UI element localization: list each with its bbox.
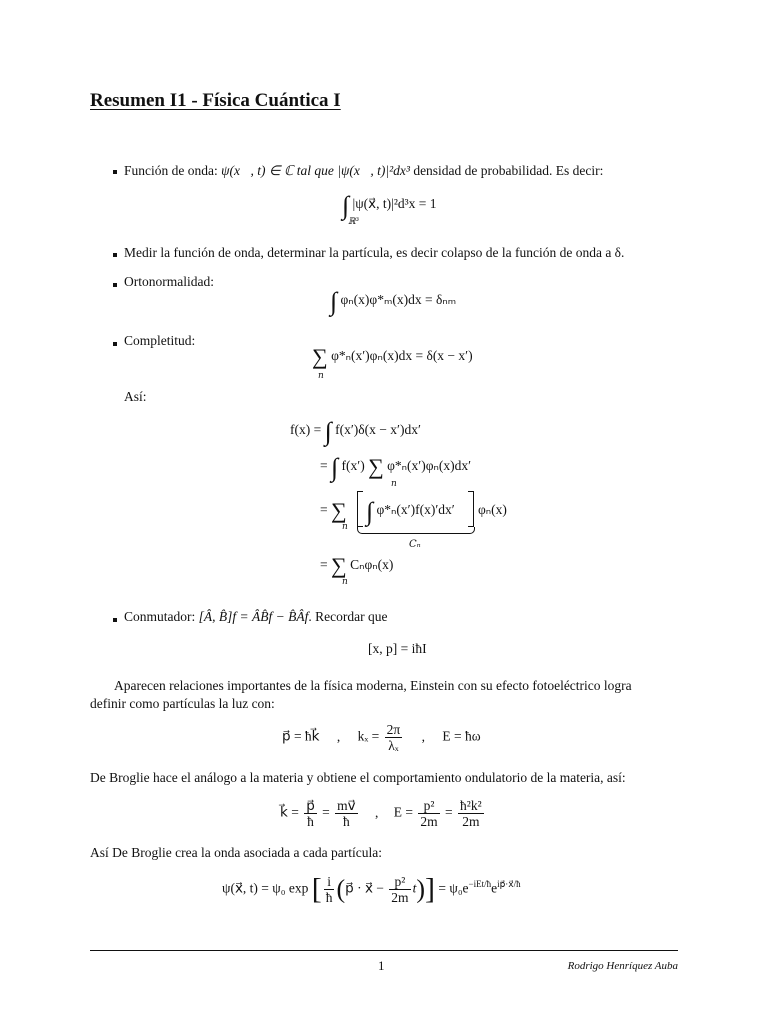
orthonormality-label: Ortonormalidad:	[124, 274, 214, 289]
fraction	[304, 798, 317, 829]
item-expr: ψ(x⃗, t) ∈ ℂ tal que |ψ(x⃗, t)|²dx³	[221, 163, 410, 178]
eq-text: φₙ(x)φ*ₘ(x)dx = δₙₘ	[340, 292, 457, 307]
numerator: i	[324, 874, 335, 890]
eq-text: |ψ(x⃗, t)|²d³x = 1	[352, 196, 437, 211]
eq-term: p⃗ · x⃗ −	[345, 880, 384, 896]
broglie-relations	[280, 798, 486, 829]
eq-term: k⃗ =	[280, 804, 299, 820]
eq-tail: φₙ(x)	[478, 502, 507, 517]
eq-lhs: ψ(x⃗, t) = ψ₀ exp	[222, 880, 309, 896]
bullet-marker	[113, 283, 117, 287]
eq-sign: =	[322, 804, 330, 820]
sum-index: n	[342, 577, 348, 587]
numerator: 2π	[386, 722, 401, 737]
eq-sign: =	[445, 804, 453, 820]
eq-sign: =	[320, 557, 328, 572]
wave-equation: ψ(x⃗, t) = ψ₀ exp [ $\frac{i}{ħ}$ (p⃗ · x⃗ − $\frac{\text{p²}}{2m}$ $t)] = \psi_0e^{-iEt/ħ}e^{ip⃗\cdot x⃗/ħ}$	[222, 872, 521, 906]
page-number: 1	[378, 958, 385, 973]
eq-term: t	[412, 880, 417, 896]
derivation-line-4: = ∑ Cₙφₙ(x)	[320, 553, 394, 578]
wavenumber-lhs: kₓ =	[357, 728, 380, 744]
bullet-marker	[113, 618, 117, 622]
sum-index: n	[342, 522, 348, 532]
completeness-equation: ∑ φ*ₙ(x′)φₙ(x)dx = δ(x − x′)	[312, 344, 473, 369]
numerator: ħ²k²	[460, 798, 482, 813]
underbrace	[357, 527, 475, 534]
sum-index: n	[318, 371, 324, 381]
eq-term: φ*ₙ(x′)f(x)′dx′	[376, 502, 455, 517]
eq-text: φ*ₙ(x′)φₙ(x)dx = δ(x − x′)	[331, 348, 473, 363]
footer-rule	[90, 950, 678, 951]
eq-term: E =	[393, 804, 414, 820]
eq-sign: =	[320, 502, 328, 517]
right-bracket	[468, 491, 474, 527]
integral-domain: ℝ³	[348, 217, 360, 227]
separator: ,	[421, 728, 425, 744]
bracket-content: ∫ φ*ₙ(x′)f(x)′dx′	[366, 497, 455, 526]
fraction	[335, 798, 358, 829]
item-label: Conmutador:	[124, 609, 199, 624]
bullet-marker	[113, 253, 117, 257]
numerator: p²	[418, 798, 439, 814]
eq-sign: =	[320, 458, 328, 473]
paragraph-einstein-cont: definir como partículas la luz con:	[90, 696, 275, 711]
orthonormality-equation: ∫ φₙ(x)φ*ₘ(x)dx = δₙₘ	[330, 287, 457, 316]
denominator: 2m	[420, 814, 438, 829]
fraction	[458, 798, 484, 829]
measurement-item: Medir la función de onda, determinar la partícula, es decir colapso de la función de onda a δ.	[124, 245, 625, 260]
sum-index: n	[391, 479, 397, 489]
bullet-marker	[113, 170, 117, 174]
item-tail: . Recordar que	[308, 609, 388, 624]
eq-term: e	[491, 880, 498, 896]
paragraph-einstein: Aparecen relaciones importantes de la física moderna, Einstein con su efecto fotoeléctrico logra	[114, 678, 632, 693]
derivation-line-1: f(x) = ∫ f(x′)δ(x − x′)dx′	[290, 417, 421, 446]
asi-label: Así:	[124, 389, 147, 404]
item-expr: [Â, B̂]f = ÂB̂f − B̂Âf	[198, 609, 309, 624]
normalization-equation: ∫ |ψ(x⃗, t)|²d³x = 1	[342, 191, 437, 220]
separator: ,	[336, 728, 341, 744]
numerator: mv⃗	[337, 798, 356, 813]
denominator: ħ	[307, 814, 314, 829]
exponent: −iEt/ħ	[468, 879, 492, 890]
wave-function-item	[124, 163, 603, 179]
eq-term: φ*ₙ(x′)φₙ(x)dx′	[387, 458, 472, 473]
eq-rhs: = ψ₀e	[438, 880, 469, 896]
energy-relation: E = ħω	[442, 728, 481, 744]
denominator: λₓ	[388, 738, 399, 753]
item-tail: densidad de probabilidad. Es decir:	[409, 163, 604, 178]
fraction	[324, 874, 335, 905]
page-title: Resumen I1 - Física Cuántica I	[90, 90, 341, 111]
bullet-marker	[113, 342, 117, 346]
exponent: ip⃗·x⃗/ħ	[497, 879, 521, 890]
paragraph-broglie: De Broglie hace el análogo a la materia y obtiene el comportamiento ondulatorio de la materia, así:	[90, 770, 626, 785]
footer-author: Rodrigo Henríquez Auba	[567, 960, 678, 972]
denominator: 2m	[391, 890, 409, 905]
momentum-relation: p⃗ = ħk⃗	[282, 728, 320, 744]
numerator: p⃗	[306, 798, 315, 813]
separator: ,	[375, 804, 379, 820]
fraction	[418, 798, 439, 829]
eq-rhs: f(x′)δ(x − x′)dx′	[335, 422, 421, 437]
derivation-line-2: = ∫ f(x′) ∑ φ*ₙ(x′)φₙ(x)dx′	[320, 453, 472, 482]
fraction	[385, 722, 403, 753]
denominator: 2m	[462, 814, 480, 829]
underbrace-label: Cₙ	[409, 539, 421, 550]
derivation-line-3: = ∑	[320, 498, 347, 523]
completeness-label: Completitud:	[124, 333, 196, 348]
eq-lhs: f(x) =	[290, 422, 322, 437]
item-label: Función de onda:	[124, 163, 222, 178]
einstein-relations	[282, 722, 481, 753]
left-bracket	[357, 491, 363, 527]
fraction	[389, 874, 410, 905]
paragraph-wave: Así De Broglie crea la onda asociada a cada partícula:	[90, 845, 382, 860]
numerator: p²	[389, 874, 410, 890]
eq-term: f(x′)	[341, 458, 365, 473]
denominator: ħ	[325, 890, 333, 905]
denominator: ħ	[343, 814, 350, 829]
commutator-item	[124, 609, 387, 625]
eq-term: Cₙφₙ(x)	[350, 557, 394, 572]
commutator-equation: [x, p] = iħI	[368, 641, 427, 656]
